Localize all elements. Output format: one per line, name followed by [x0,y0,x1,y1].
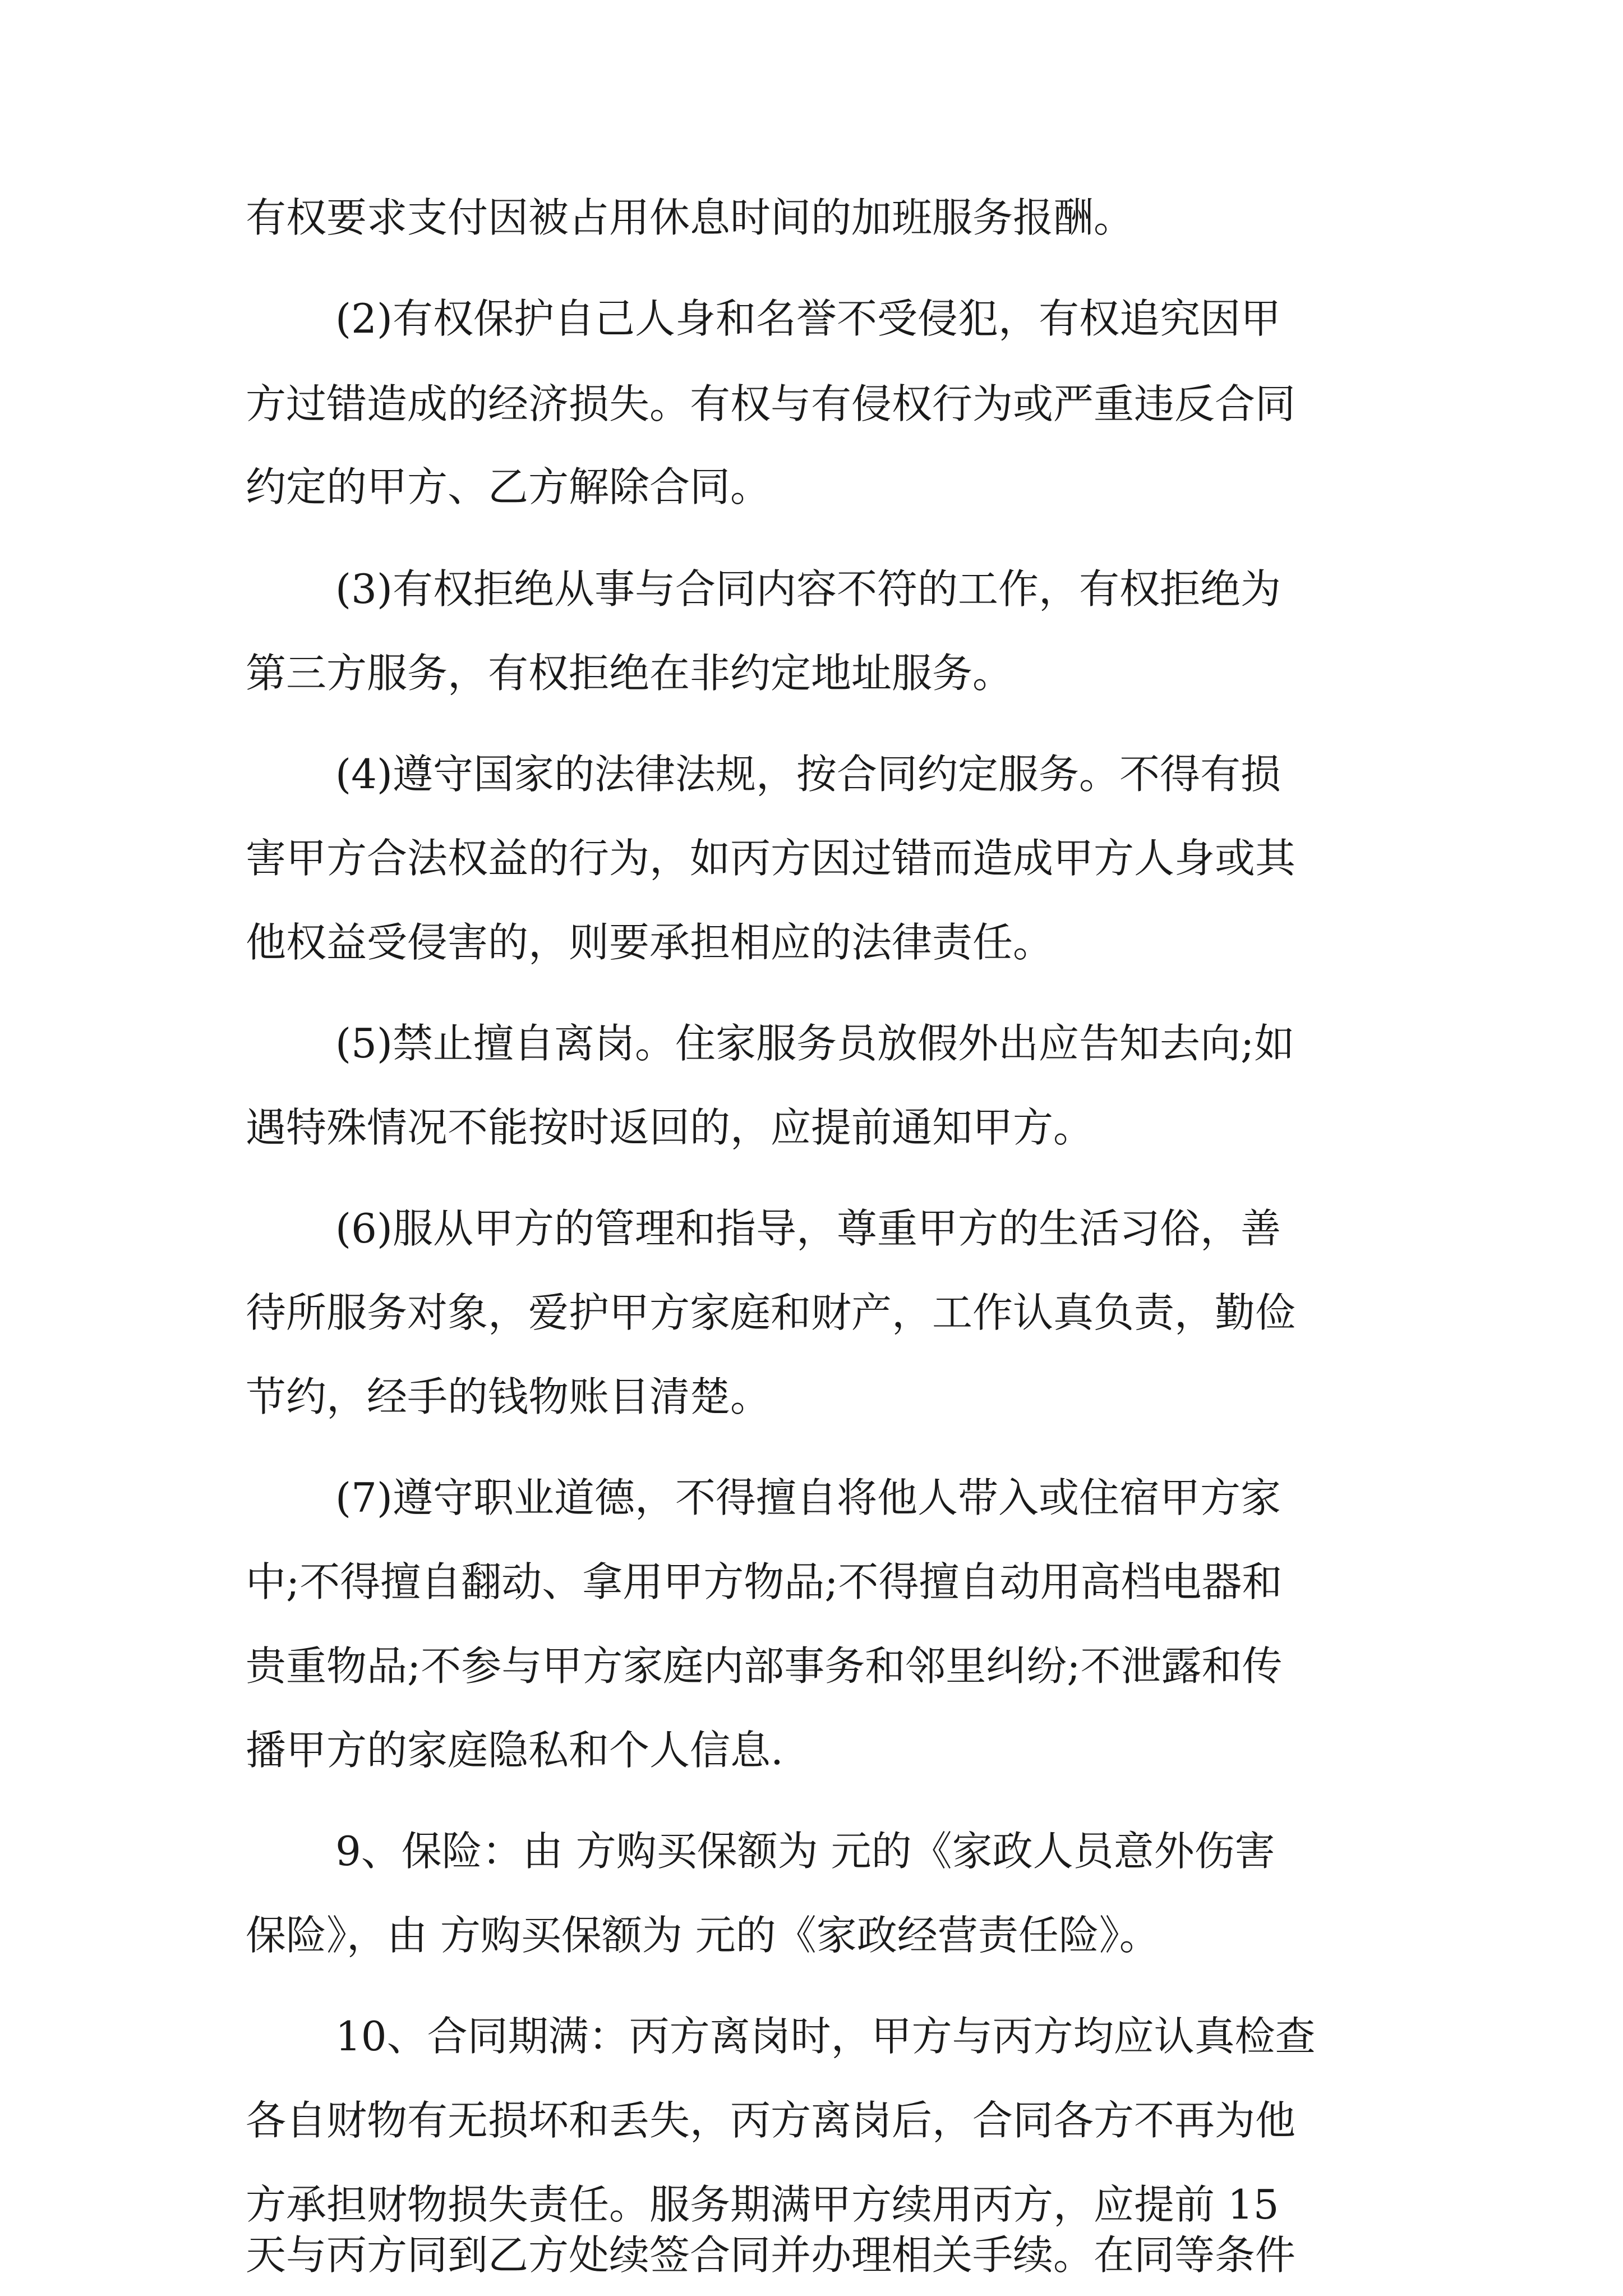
text-line-6: 第三方服务，有权拒绝在非约定地址服务。 [246,650,1013,697]
text-line-8: 害甲方合法权益的行为，如丙方因过错而造成甲方人身或其 [246,835,1296,882]
text-line-13: 待所服务对象，爱护甲方家庭和财产，工作认真负责，勤俭 [246,1289,1296,1336]
text-line-22: 各自财物有无损坏和丢失，丙方离岗后，合同各方不再为他 [246,2097,1296,2144]
text-line-21: 10、合同期满：丙方离岗时，甲方与丙方均应认真检查 [335,2013,1316,2060]
text-line-18: 播甲方的家庭隐私和个人信息. [246,1727,783,1774]
text-line-5: (3)有权拒绝从事与合同内容不符的工作，有权拒绝为 [335,565,1281,613]
text-line-17: 贵重物品;不参与甲方家庭内部事务和邻里纠纷;不泄露和传 [246,1642,1283,1690]
text-line-10: (5)禁止擅自离岗。住家服务员放假外出应告知去向;如 [335,1020,1295,1067]
text-line-14: 节约，经手的钱物账目清楚。 [246,1373,771,1420]
text-line-11: 遇特殊情况不能按时返回的，应提前通知甲方。 [246,1104,1094,1151]
text-line-2: (2)有权保护自己人身和名誉不受侵犯，有权追究因甲 [335,295,1281,342]
text-line-3: 方过错造成的经济损失。有权与有侵权行为或严重违反合同 [246,380,1296,427]
text-line-15: (7)遵守职业道德，不得擅自将他人带入或住宿甲方家 [335,1474,1281,1521]
text-line-4: 约定的甲方、乙方解除合同。 [246,463,771,510]
text-line-7: (4)遵守国家的法律法规，按合同约定服务。不得有损 [335,751,1281,798]
text-line-24: 天与丙方同到乙方处续签合同并办理相关手续。在同等条件 [246,2231,1296,2279]
text-line-20: 保险》，由 方购买保额为 元的《家政经营责任险》。 [246,1912,1160,1959]
text-line-23: 方承担财物损失责任。服务期满甲方续用丙方，应提前 15 [246,2181,1279,2228]
text-line-1: 有权要求支付因被占用休息时间的加班服务报酬。 [246,194,1135,241]
text-line-16: 中;不得擅自翻动、拿用甲方物品;不得擅自动用高档电器和 [246,1558,1283,1605]
text-line-19: 9、保险：由 方购买保额为 元的《家政人员意外伤害 [335,1828,1275,1875]
text-line-12: (6)服从甲方的管理和指导，尊重甲方的生活习俗，善 [335,1205,1281,1252]
text-line-9: 他权益受侵害的，则要承担相应的法律责任。 [246,919,1054,966]
